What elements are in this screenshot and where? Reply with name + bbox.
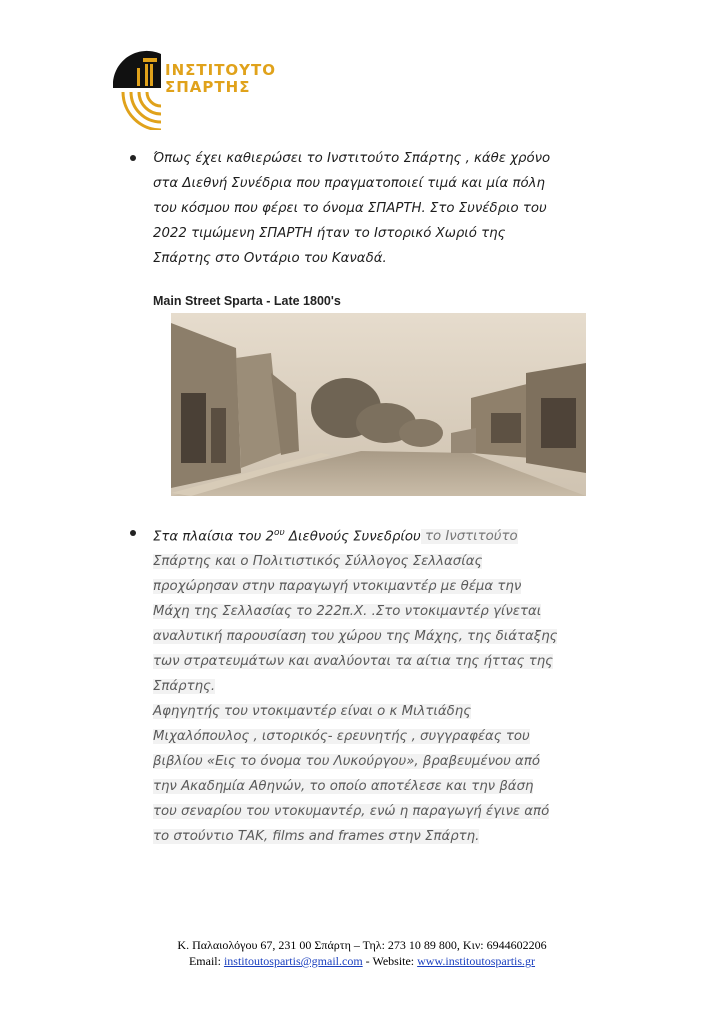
paragraph-1-line: 2022 τιμώμενη ΣΠΑΡΤΗ ήταν το Ιστορικό Χωριό της	[153, 226, 506, 241]
paragraph-2-line-text: των στρατευμάτων και αναλύονται τα αίτια της ήττας της	[153, 654, 553, 670]
logo-text	[165, 62, 276, 96]
paragraph-2-line	[153, 824, 618, 849]
logo-emblem-icon	[113, 48, 173, 130]
paragraph-2-first-line	[153, 521, 618, 549]
paragraph-1	[153, 146, 618, 271]
paragraph-2-line	[153, 774, 618, 799]
paragraph-2-line	[153, 799, 618, 824]
paragraph-2-line-text: Αφηγητής του ντοκιμαντέρ είναι ο κ Μιλτιάδης	[153, 704, 472, 720]
paragraph-2-line	[153, 749, 618, 774]
paragraph-2-line	[153, 674, 618, 699]
paragraph-1-line: στα Διεθνή Συνέδρια που πραγματοποιεί τιμά και μία πόλη	[153, 176, 545, 191]
paragraph-2-line-text: προχώρησαν στην παραγωγή ντοκιμαντέρ με θέμα την	[153, 579, 522, 595]
paragraph-2-line	[153, 699, 618, 724]
paragraph-2-line-text: Μάχη της Σελλασίας το 222π.Χ. .Στο ντοκιμαντέρ γίνεται	[153, 604, 542, 620]
historic-street-photo	[171, 313, 586, 496]
first-line-superscript: ου	[273, 528, 285, 538]
paragraph-1-line: Όπως έχει καθιερώσει το Ινστιτούτο Σπάρτης , κάθε χρόνο	[153, 151, 551, 166]
paragraph-2-line-text: την Ακαδημία Αθηνών, το οποίο αποτέλεσε και την βάση	[153, 779, 534, 795]
footer-address: Κ. Παλαιολόγου 67, 231 00 Σπάρτη – Τηλ: 273 10 89 800, Κιν: 6944602206	[177, 938, 547, 952]
logo-line-2: ΣΠΑΡΤΗΣ	[165, 78, 251, 96]
first-line-rest: το Ινστιτούτο	[420, 529, 518, 545]
website-label: - Website:	[362, 954, 418, 968]
paragraph-2-line	[153, 724, 618, 749]
paragraph-2	[153, 521, 618, 849]
paragraph-2-line	[153, 599, 618, 624]
photo-caption: Main Street Sparta - Late 1800's	[153, 294, 341, 308]
paragraph-2-line-text: βιβλίου «Εις το όνομα του Λυκούργου», βραβευμένου από	[153, 754, 540, 770]
paragraph-2-line-text: Μιχαλόπουλος , ιστορικός- ερευνητής , συγγραφέας του	[153, 729, 530, 745]
paragraph-2-line-text: το στούντιο ΤΑΚ, films and frames στην Σπάρτη.	[153, 829, 480, 845]
paragraph-1-line: του κόσμου που φέρει το όνομα ΣΠΑΡΤΗ. Στο Συνέδριο του	[153, 201, 547, 216]
paragraph-1-line: Σπάρτης στο Οντάριο του Καναδά.	[153, 251, 387, 266]
paragraph-2-line	[153, 549, 618, 574]
paragraph-2-line-text: του σεναρίου του ντοκυμαντέρ, ενώ η παραγωγή έγινε από	[153, 804, 550, 820]
first-line-prefix: Στα πλαίσια του 2	[153, 529, 274, 545]
paragraph-2-line	[153, 624, 618, 649]
paragraph-2-line-text: Σπάρτης.	[153, 679, 216, 695]
first-line-mid: Διεθνούς Συνεδρίου	[284, 529, 421, 545]
bullet-icon	[130, 155, 136, 161]
paragraph-2-line	[153, 574, 618, 599]
paragraph-2-line-text: αναλυτική παρουσίαση του χώρου της Μάχης, της διάταξης	[153, 629, 558, 645]
email-link[interactable]: institoutospartis@gmail.com	[223, 954, 363, 968]
paragraph-2-line	[153, 649, 618, 674]
footer-contact	[0, 954, 724, 969]
email-label: Email:	[188, 954, 224, 968]
logo-line-1: ΙΝΣΤΙΤΟΥΤΟ	[165, 61, 277, 79]
institute-logo	[113, 48, 293, 130]
paragraph-2-line-text: Σπάρτης και ο Πολιτιστικός Σύλλογος Σελλασίας	[153, 554, 483, 570]
bullet-icon	[130, 530, 136, 536]
website-link[interactable]: www.institoutospartis.gr	[417, 954, 536, 968]
